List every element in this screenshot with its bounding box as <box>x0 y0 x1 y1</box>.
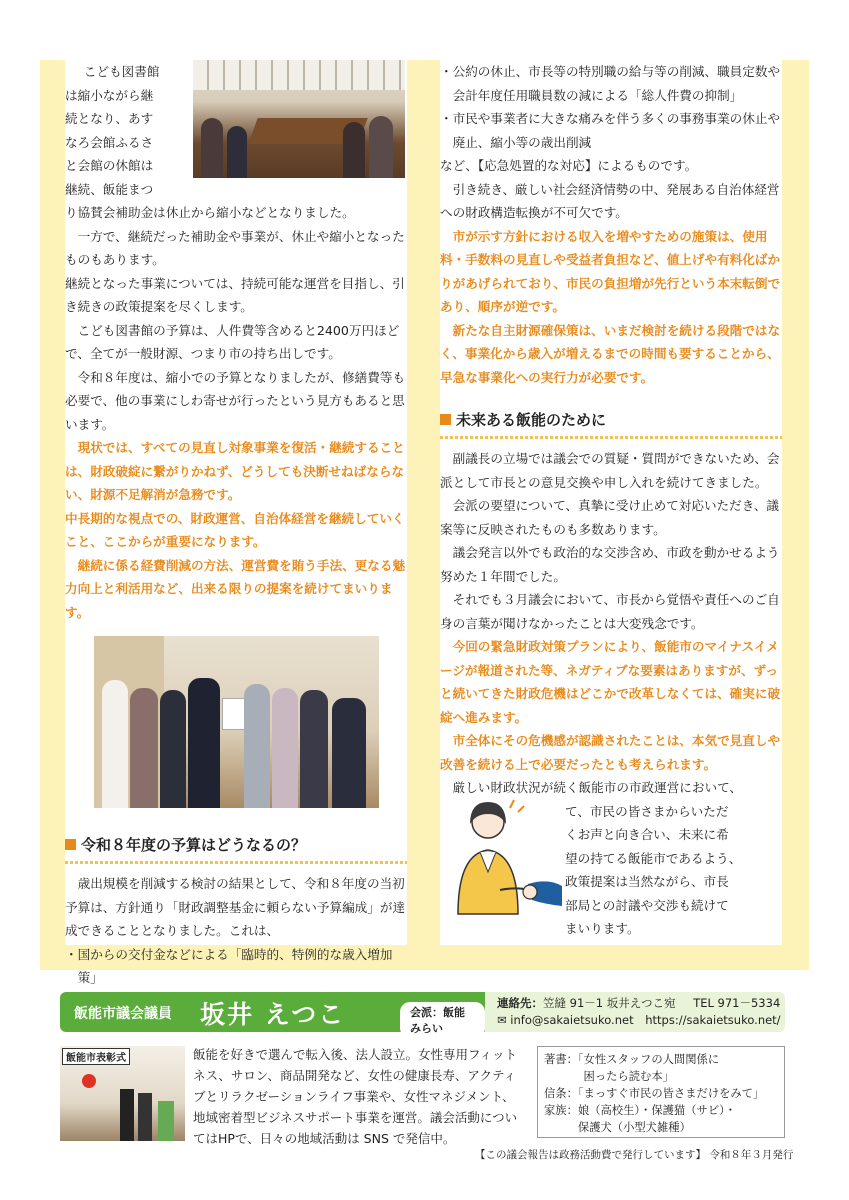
website-link[interactable]: https://sakaietsuko.net/ <box>645 1013 781 1027</box>
emphasis-paragraph: 今回の緊急財政対策プランにより、飯能市のマイナスイメージが報道された等、ネガティブな要素はありますが、ずっと続いてきた財政危機はどこかで改革しなくては、確実に破綻へ進みます。 <box>440 639 781 725</box>
contact-tel: TEL 971－5334 <box>693 996 781 1010</box>
heading-text: 未来ある飯能のために <box>456 411 607 429</box>
paragraph: 一方で、継続だった補助金や事業が、休止や縮小となったものもあります。 <box>65 228 405 267</box>
person-figure <box>343 122 365 178</box>
profile-name-bar <box>60 992 785 1035</box>
woman-handshake-illustration <box>440 794 562 922</box>
document-sheet <box>222 698 246 730</box>
bullet-item: ・市民や事業者に大きな痛みを伴う多くの事務事業の休止や廃止、縮小等の歳出削減 <box>440 111 781 150</box>
potted-plant <box>158 1101 174 1141</box>
belief-text: 「まっすぐ市民の皆さまだけをみて」 <box>577 1087 765 1100</box>
publication-note: 【この議会報告は政務活動費で発行しています】 令和８年３月発行 <box>475 1149 794 1161</box>
award-ceremony-photo <box>60 1046 185 1141</box>
emphasis-paragraph: 市が示す方針における収入を増やすための施策は、使用料・手数料の見直しや受益者負担など、値上げや有料化ばかりがあげられており、市民の負担増が先行という本末転倒であり、順序が逆です。 <box>440 228 781 314</box>
intro-line: と会館の休館は <box>65 158 154 173</box>
closing-line: 望の持てる飯能市であるよう、 <box>565 850 742 866</box>
flag-sun-icon <box>82 1074 96 1088</box>
right-column <box>440 60 782 945</box>
family-row <box>544 1102 778 1119</box>
family-label: 家族： <box>544 1104 578 1117</box>
paragraph: など、【応急処置的な対応】によるものです。 <box>440 158 698 173</box>
paragraph: 引き続き、厳しい社会経済情勢の中、発展ある自治体経営への財政構造転換が不可欠です。 <box>440 181 780 220</box>
person-figure <box>300 690 328 808</box>
window-blinds <box>193 60 405 90</box>
paragraph: 議会発言以外でも政治的な交渉含め、市政を動かせるよう努めた１年間でした。 <box>440 545 780 584</box>
intro-line: なろ会館ふるさ <box>65 134 154 150</box>
member-name: 坂井 えつこ <box>200 1000 346 1029</box>
belief-label: 信条： <box>544 1087 578 1100</box>
email-link[interactable]: info@sakaietsuko.net <box>510 1013 634 1027</box>
group-photo <box>94 636 379 808</box>
emphasis-paragraph: 継続に係る経費削減の方法、運営費を賄う手法、更なる魅力向上と利活用など、出来る限りの提案を続けてまいります。 <box>65 557 406 620</box>
bullet-item: ・公約の休止、市長等の特別職の給与等の削減、職員定数や会計年度任用職員数の減による「総人件費の抑制」 <box>440 64 781 103</box>
closing-line: 部局との討議や交渉も続けて <box>565 897 729 913</box>
book-title-line2: 困ったら読む本」 <box>583 1070 674 1083</box>
closing-line: 政策提案は当然ながら、市長 <box>565 874 729 889</box>
family-line2: 保護犬（小型犬雑種） <box>577 1121 691 1134</box>
contact-info <box>497 995 781 1029</box>
name-banner <box>60 992 485 1035</box>
photo-caption: 飯能市表彰式 <box>62 1048 130 1065</box>
person-figure <box>244 684 270 808</box>
person-figure <box>201 118 223 178</box>
emphasis-paragraph: 市全体にその危機感が認識されたことは、本気で見直しや改善を続ける上で必要だったとも考えられます。 <box>440 733 781 772</box>
intro-block <box>65 60 407 225</box>
section-heading <box>440 403 782 439</box>
paragraph: 令和８年度は、縮小での予算となりましたが、修繕費等も必要で、他の事業にしわ寄せが行ったという見方もあると思います。 <box>65 369 406 432</box>
intro-line: 継続、飯能まつ <box>65 181 154 197</box>
left-column <box>65 60 407 985</box>
emphasis-paragraph: 中長期的な視点での、財政運営、自治体経営を継続していくこと、ここからが重要になります。 <box>65 510 405 549</box>
family-line1: 娘（高校生）・保護猫（サビ）・ <box>577 1104 737 1117</box>
book-label: 著書： <box>544 1053 578 1066</box>
contact-label: 連絡先： <box>497 996 543 1010</box>
person-figure <box>160 690 186 808</box>
mail-icon: ✉ <box>497 1013 507 1027</box>
person-figure <box>332 698 366 808</box>
paragraph: 副議長の立場では議会での質疑・質問ができないため、会派として市長との意見交換や申し入れを続けてきました。 <box>440 451 780 490</box>
faction-badge: 会派：飯能みらい <box>400 1002 485 1038</box>
paragraph: 会派の要望について、真摯に受け止めて対応いただき、議案等に反映されたものも多数あります。 <box>440 498 780 537</box>
section-heading <box>65 828 407 864</box>
person-figure <box>120 1089 134 1141</box>
person-figure <box>227 126 247 178</box>
emphasis-paragraph: 現状では、すべての見直し対象事業を復活・継続することは、財政破綻に繋がりかねず、どうしても決断せねばならない、財源不足解消が急務です。 <box>65 440 405 502</box>
person-figure <box>138 1093 152 1141</box>
paragraph: 継続となった事業については、持続可能な運営を目指し、引き続きの政策提案を尽くします。 <box>65 275 405 314</box>
intro-line: は縮小ながら継 <box>65 87 154 103</box>
bio-text: 飯能を好きで選んで転入後、法人設立。女性専用フィットネス、サロン、商品開発など、女性の健康長寿、アクティブとリラクゼーションライフ事業や、女性マネジメント、地域密着型ビジネスサポート事業を運営。議会活動についてはHPで、日々の地域活動は SNS で発信中。 <box>193 1047 518 1146</box>
person-figure <box>188 678 220 808</box>
profile-info-box <box>537 1046 785 1138</box>
paragraph: それでも３月議会において、市長から覚悟や責任へのご自身の言葉が聞けなかったことは大変残念です。 <box>440 592 780 631</box>
closing-block <box>440 776 782 941</box>
person-figure <box>369 116 393 178</box>
meeting-photo <box>193 60 405 178</box>
contact-address: 笠縫 91－1 坂井えつこ宛 <box>543 996 676 1010</box>
closing-line: まいります。 <box>565 921 640 936</box>
paragraph: 歳出規模を削減する検討の結果として、令和８年度の当初予算は、方針通り「財政調整基金に頼らない予算編成」が達成できることとなりました。これは、 <box>65 876 406 938</box>
heading-square-icon <box>440 414 451 425</box>
intro-tail: り協賛会補助金は休止から縮小などとなりました。 <box>65 205 355 220</box>
emphasis-paragraph: 新たな自主財源確保策は、いまだ検討を続ける段階ではなく、事業化から歳入が増えるまでの時間も要することから、早急な事業化への実行力が必要です。 <box>440 322 781 385</box>
closing-first-line: 厳しい財政状況が続く飯能市の市政運営において、 <box>452 780 742 795</box>
intro-line: こども図書館 <box>83 64 160 79</box>
bullet-item: ・国からの交付金などによる「臨時的、特例的な歳入増加策」 <box>65 946 393 985</box>
closing-line: くお声と向き合い、未来に希 <box>565 827 729 842</box>
heading-text: 令和８年度の予算はどうなるの？ <box>81 836 307 854</box>
book-title-line1: 「女性スタッフの人間関係に <box>577 1053 720 1066</box>
intro-line: 続となり、あす <box>65 111 154 126</box>
person-figure <box>130 688 158 808</box>
person-figure <box>102 680 128 808</box>
belief-row <box>544 1085 778 1102</box>
paragraph: こども図書館の予算は、人件費等含めると2400万円ほどで、全てが一般財源、つまり市の持ち出しです。 <box>65 322 400 361</box>
heading-square-icon <box>65 839 76 850</box>
person-figure <box>272 688 298 808</box>
book-row <box>544 1051 778 1068</box>
closing-line: て、市民の皆さまからいただ <box>565 803 729 819</box>
member-title: 飯能市議会議員 <box>74 1006 172 1022</box>
